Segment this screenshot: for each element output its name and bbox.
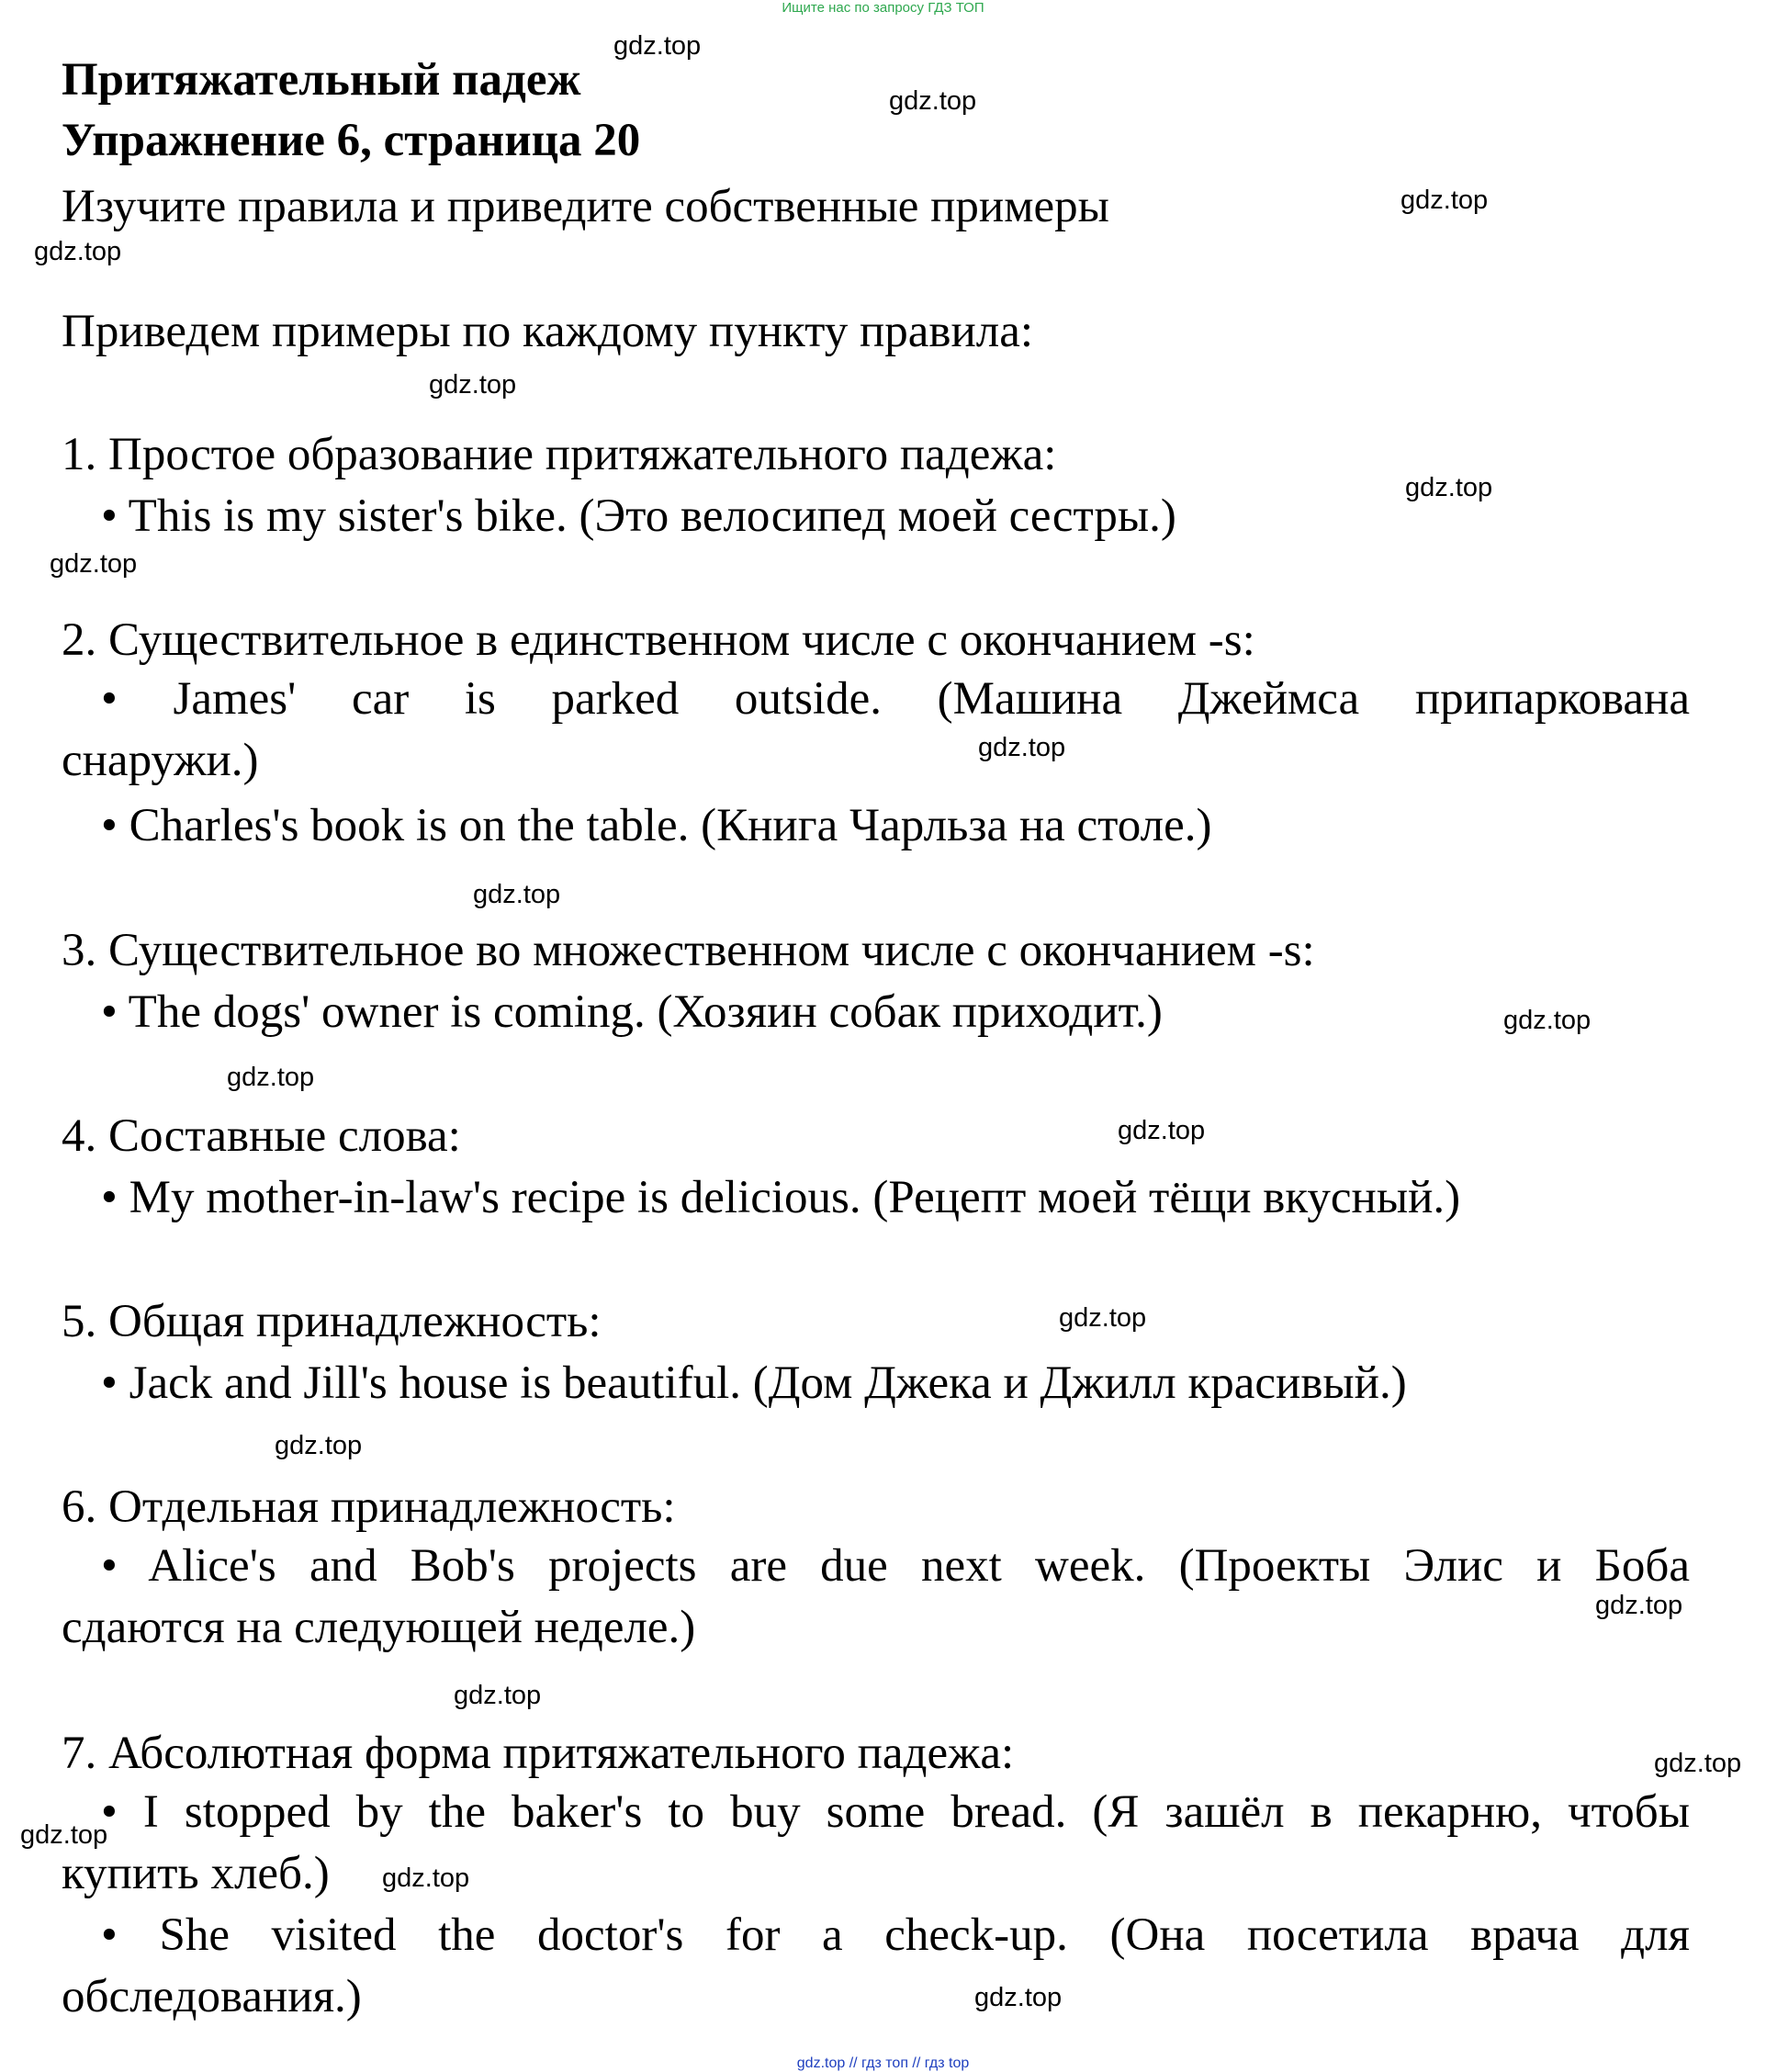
section-2-example-1-line1: • James' car is parked outside. (Машина Джеймса припаркована bbox=[101, 673, 1690, 725]
section-6-heading: 6. Отдельная принадлежность: bbox=[62, 1481, 676, 1533]
section-6-example-1 bbox=[62, 1536, 1690, 1659]
section-1-example-1: • This is my sister's bike. (Это велосипед моей сестры.) bbox=[101, 490, 1176, 542]
watermark: gdz.top bbox=[1595, 1591, 1683, 1620]
section-2-example-2: • Charles's book is on the table. (Книга Чарльза на столе.) bbox=[101, 800, 1212, 851]
section-7-example-2 bbox=[62, 1905, 1690, 2028]
watermark: gdz.top bbox=[889, 86, 977, 116]
section-2-example-1 bbox=[62, 669, 1690, 792]
section-6-example-1-line2: сдаются на следующей неделе.) bbox=[62, 1602, 696, 1653]
watermark: gdz.top bbox=[978, 733, 1066, 762]
watermark: gdz.top bbox=[50, 549, 138, 579]
top-banner: Ищите нас по запросу ГДЗ ТОП bbox=[782, 0, 984, 16]
section-4-example-1: • My mother-in-law's recipe is delicious. (Рецепт моей тёщи вкусный.) bbox=[101, 1172, 1461, 1223]
page-title: Притяжательный падеж bbox=[62, 54, 581, 106]
section-3-example-1: • The dogs' owner is coming. (Хозяин собак приходит.) bbox=[101, 986, 1163, 1038]
task-text: Изучите правила и приведите собственные примеры bbox=[62, 181, 1109, 232]
intro-text: Приведем примеры по каждому пункту правила: bbox=[62, 306, 1034, 357]
footer: gdz.top // гдз топ // гдз top bbox=[796, 2055, 970, 2071]
watermark: gdz.top bbox=[20, 1820, 108, 1850]
watermark: gdz.top bbox=[473, 880, 561, 909]
watermark: gdz.top bbox=[1059, 1303, 1147, 1333]
watermark: gdz.top bbox=[1503, 1006, 1592, 1035]
section-7-example-2-line1: • She visited the doctor's for a check-up. (Она посетила врача для bbox=[101, 1909, 1690, 1961]
section-7-heading: 7. Абсолютная форма притяжательного падежа: bbox=[62, 1728, 1015, 1779]
watermark: gdz.top bbox=[613, 31, 702, 61]
section-4-heading: 4. Составные слова: bbox=[62, 1110, 461, 1162]
watermark: gdz.top bbox=[34, 237, 122, 266]
section-1-heading: 1. Простое образование притяжательного падежа: bbox=[62, 429, 1057, 480]
section-7-example-1 bbox=[62, 1782, 1690, 1905]
section-7-example-1-line1: • I stopped by the baker's to buy some bread. (Я зашёл в пекарню, чтобы bbox=[101, 1786, 1690, 1838]
section-7-example-1-line2: купить хлеб.) bbox=[62, 1848, 330, 1899]
section-2-example-1-line2: снаружи.) bbox=[62, 735, 259, 786]
watermark: gdz.top bbox=[1400, 186, 1489, 215]
watermark: gdz.top bbox=[275, 1431, 363, 1460]
watermark: gdz.top bbox=[1654, 1749, 1742, 1778]
watermark: gdz.top bbox=[1118, 1116, 1206, 1145]
section-6-example-1-line1: • Alice's and Bob's projects are due next week. (Проекты Элис и Боба bbox=[101, 1540, 1690, 1592]
watermark: gdz.top bbox=[1405, 473, 1493, 502]
section-3-heading: 3. Существительное во множественном числе с окончанием -s: bbox=[62, 925, 1315, 976]
watermark: gdz.top bbox=[974, 1983, 1063, 2012]
watermark: gdz.top bbox=[454, 1681, 542, 1710]
section-7-example-2-line2: обследования.) bbox=[62, 1971, 362, 2022]
watermark: gdz.top bbox=[382, 1864, 470, 1893]
section-5-example-1: • Jack and Jill's house is beautiful. (Дом Джека и Джилл красивый.) bbox=[101, 1357, 1407, 1409]
watermark: gdz.top bbox=[429, 370, 517, 400]
section-2-heading: 2. Существительное в единственном числе с окончанием -s: bbox=[62, 614, 1255, 666]
watermark: gdz.top bbox=[227, 1063, 315, 1092]
section-5-heading: 5. Общая принадлежность: bbox=[62, 1296, 602, 1347]
exercise-title: Упражнение 6, страница 20 bbox=[62, 115, 641, 166]
